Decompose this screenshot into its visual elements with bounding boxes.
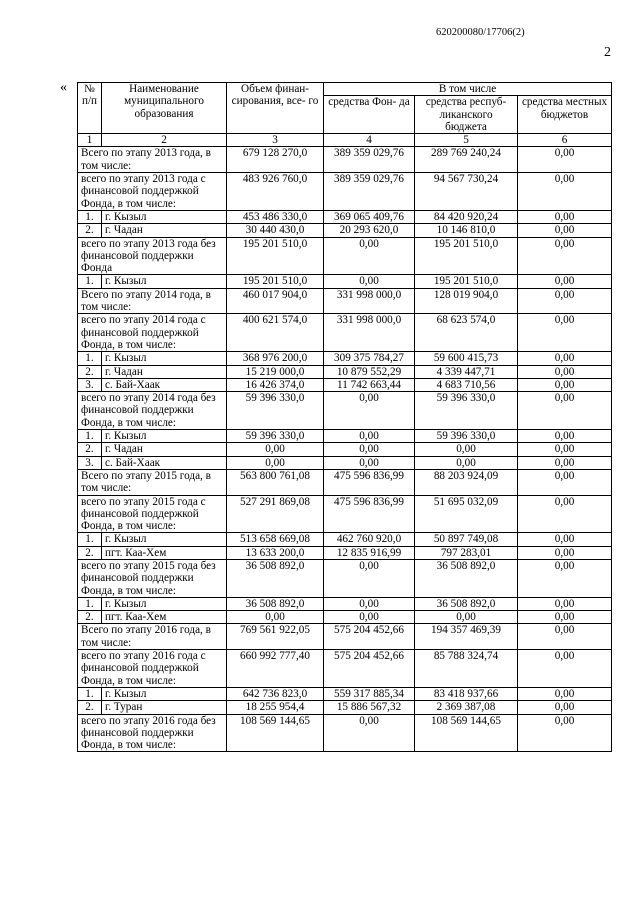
row-republic: 289 769 240,24	[415, 147, 518, 173]
row-fund: 0,00	[324, 237, 415, 275]
row-fund: 0,00	[324, 714, 415, 752]
row-local: 0,00	[518, 288, 612, 314]
row-fund: 559 317 885,34	[324, 687, 415, 700]
row-republic: 195 201 510,0	[415, 237, 518, 275]
row-local: 0,00	[518, 275, 612, 288]
row-name: г. Кызыл	[102, 430, 227, 443]
row-local: 0,00	[518, 469, 612, 495]
row-name: г. Кызыл	[102, 275, 227, 288]
index-cell: 6	[518, 134, 612, 147]
row-republic: 4 683 710,56	[415, 378, 518, 391]
row-local: 0,00	[518, 611, 612, 624]
row-total: 30 440 430,0	[227, 224, 324, 237]
row-republic: 85 788 324,74	[415, 650, 518, 688]
row-name: всего по этапу 2015 года без финансовой поддержки Фонда, в том числе:	[78, 559, 227, 597]
header-including: В том числе	[324, 83, 612, 96]
table-row	[78, 624, 612, 650]
row-fund: 15 886 567,32	[324, 701, 415, 714]
row-local: 0,00	[518, 210, 612, 223]
row-name: Всего по этапу 2014 года, в том числе:	[78, 288, 227, 314]
row-republic: 4 339 447,71	[415, 365, 518, 378]
row-fund: 575 204 452,66	[324, 624, 415, 650]
table-row	[78, 173, 612, 211]
row-total: 0,00	[227, 456, 324, 469]
row-republic: 84 420 920,24	[415, 210, 518, 223]
table-row	[78, 224, 612, 237]
row-total: 460 017 904,0	[227, 288, 324, 314]
row-total: 642 736 823,0	[227, 687, 324, 700]
opening-quote-mark: «	[60, 80, 67, 95]
table-row	[78, 559, 612, 597]
row-republic: 83 418 937,66	[415, 687, 518, 700]
table-row	[78, 237, 612, 275]
row-local: 0,00	[518, 237, 612, 275]
table-row	[78, 147, 612, 173]
row-name: пгт. Каа-Хем	[102, 546, 227, 559]
row-fund: 309 375 784,27	[324, 352, 415, 365]
row-name: г. Туран	[102, 701, 227, 714]
row-total: 400 621 574,0	[227, 314, 324, 352]
row-name: г. Кызыл	[102, 533, 227, 546]
row-fund: 575 204 452,66	[324, 650, 415, 688]
row-local: 0,00	[518, 224, 612, 237]
row-local: 0,00	[518, 365, 612, 378]
row-total: 15 219 000,0	[227, 365, 324, 378]
table-row	[78, 701, 612, 714]
row-republic: 2 369 387,08	[415, 701, 518, 714]
header-fund: средства Фон- да	[324, 96, 415, 134]
row-republic: 36 508 892,0	[415, 559, 518, 597]
row-number: 2.	[78, 365, 102, 378]
row-number: 2.	[78, 611, 102, 624]
row-fund: 12 835 916,99	[324, 546, 415, 559]
index-cell: 2	[102, 134, 227, 147]
table-row	[78, 546, 612, 559]
row-total: 59 396 330,0	[227, 392, 324, 430]
row-republic: 194 357 469,39	[415, 624, 518, 650]
row-total: 368 976 200,0	[227, 352, 324, 365]
row-local: 0,00	[518, 352, 612, 365]
row-republic: 59 396 330,0	[415, 430, 518, 443]
row-local: 0,00	[518, 533, 612, 546]
row-republic: 36 508 892,0	[415, 597, 518, 610]
row-name: с. Бай-Хаак	[102, 378, 227, 391]
index-cell: 3	[227, 134, 324, 147]
table-row	[78, 443, 612, 456]
row-local: 0,00	[518, 687, 612, 700]
row-local: 0,00	[518, 701, 612, 714]
row-local: 0,00	[518, 392, 612, 430]
row-name: Всего по этапу 2013 года, в том числе:	[78, 147, 227, 173]
table-row	[78, 533, 612, 546]
table-row	[78, 352, 612, 365]
row-number: 3.	[78, 456, 102, 469]
row-total: 59 396 330,0	[227, 430, 324, 443]
row-fund: 11 742 663,44	[324, 378, 415, 391]
row-republic: 10 146 810,0	[415, 224, 518, 237]
row-local: 0,00	[518, 456, 612, 469]
row-name: г. Чадан	[102, 224, 227, 237]
row-republic: 797 283,01	[415, 546, 518, 559]
row-number: 1.	[78, 430, 102, 443]
row-republic: 0,00	[415, 456, 518, 469]
header-num: № п/п	[78, 83, 102, 134]
row-total: 0,00	[227, 443, 324, 456]
row-republic: 51 695 032,09	[415, 495, 518, 533]
row-local: 0,00	[518, 430, 612, 443]
row-local: 0,00	[518, 559, 612, 597]
header-republic-budget: средства респуб- ликанского бюджета	[415, 96, 518, 134]
row-local: 0,00	[518, 173, 612, 211]
row-name: пгт. Каа-Хем	[102, 611, 227, 624]
row-local: 0,00	[518, 147, 612, 173]
row-local: 0,00	[518, 378, 612, 391]
row-name: г. Кызыл	[102, 352, 227, 365]
index-cell: 4	[324, 134, 415, 147]
row-fund: 0,00	[324, 597, 415, 610]
row-name: г. Кызыл	[102, 687, 227, 700]
table-row	[78, 365, 612, 378]
row-name: всего по этапу 2013 года без финансовой поддержки Фонда	[78, 237, 227, 275]
page-number: 2	[604, 45, 611, 60]
row-republic: 88 203 924,09	[415, 469, 518, 495]
table-row	[78, 597, 612, 610]
row-name: всего по этапу 2014 года с финансовой поддержкой Фонда, в том числе:	[78, 314, 227, 352]
row-republic: 68 623 574,0	[415, 314, 518, 352]
row-republic: 195 201 510,0	[415, 275, 518, 288]
row-local: 0,00	[518, 443, 612, 456]
row-total: 769 561 922,05	[227, 624, 324, 650]
row-name: всего по этапу 2016 года без финансовой поддержки Фонда, в том числе:	[78, 714, 227, 752]
row-total: 527 291 869,08	[227, 495, 324, 533]
row-fund: 462 760 920,0	[324, 533, 415, 546]
row-name: г. Чадан	[102, 365, 227, 378]
row-total: 36 508 892,0	[227, 597, 324, 610]
row-name: всего по этапу 2016 года с финансовой поддержкой Фонда, в том числе:	[78, 650, 227, 688]
row-fund: 0,00	[324, 443, 415, 456]
row-republic: 94 567 730,24	[415, 173, 518, 211]
header-volume: Объем финан- сирования, все- го	[227, 83, 324, 134]
row-total: 16 426 374,0	[227, 378, 324, 391]
row-number: 2.	[78, 701, 102, 714]
row-name: с. Бай-Хаак	[102, 456, 227, 469]
row-total: 660 992 777,40	[227, 650, 324, 688]
document-code: 620200080/17706(2)	[436, 27, 525, 38]
table-row	[78, 687, 612, 700]
table-row	[78, 378, 612, 391]
row-republic: 0,00	[415, 611, 518, 624]
row-republic: 50 897 749,08	[415, 533, 518, 546]
table-row	[78, 714, 612, 752]
row-number: 1.	[78, 597, 102, 610]
row-republic: 0,00	[415, 443, 518, 456]
row-total: 679 128 270,0	[227, 147, 324, 173]
row-total: 13 633 200,0	[227, 546, 324, 559]
row-total: 36 508 892,0	[227, 559, 324, 597]
row-name: г. Чадан	[102, 443, 227, 456]
row-fund: 0,00	[324, 430, 415, 443]
row-number: 1.	[78, 687, 102, 700]
index-cell: 5	[415, 134, 518, 147]
row-total: 18 255 954,4	[227, 701, 324, 714]
table-row	[78, 275, 612, 288]
row-number: 2.	[78, 224, 102, 237]
row-local: 0,00	[518, 650, 612, 688]
row-number: 1.	[78, 275, 102, 288]
row-republic: 59 396 330,0	[415, 392, 518, 430]
row-local: 0,00	[518, 495, 612, 533]
row-number: 1.	[78, 210, 102, 223]
row-name: всего по этапу 2015 года с финансовой поддержкой Фонда, в том числе:	[78, 495, 227, 533]
row-number: 1.	[78, 533, 102, 546]
row-name: всего по этапу 2013 года с финансовой поддержкой Фонда, в том числе:	[78, 173, 227, 211]
row-fund: 331 998 000,0	[324, 314, 415, 352]
row-name: г. Кызыл	[102, 210, 227, 223]
row-local: 0,00	[518, 714, 612, 752]
table-row	[78, 430, 612, 443]
header-local-budgets: средства местных бюджетов	[518, 96, 612, 134]
row-fund: 0,00	[324, 559, 415, 597]
row-name: г. Кызыл	[102, 597, 227, 610]
row-republic: 59 600 415,73	[415, 352, 518, 365]
row-number: 2.	[78, 546, 102, 559]
row-local: 0,00	[518, 624, 612, 650]
table-row	[78, 456, 612, 469]
row-number: 1.	[78, 352, 102, 365]
row-number: 2.	[78, 443, 102, 456]
table-body	[78, 147, 612, 752]
row-total: 195 201 510,0	[227, 275, 324, 288]
table-row	[78, 210, 612, 223]
row-name: Всего по этапу 2015 года, в том числе:	[78, 469, 227, 495]
row-total: 453 486 330,0	[227, 210, 324, 223]
table-row	[78, 495, 612, 533]
table-row	[78, 314, 612, 352]
table-row	[78, 288, 612, 314]
row-total: 483 926 760,0	[227, 173, 324, 211]
row-fund: 369 065 409,76	[324, 210, 415, 223]
row-local: 0,00	[518, 546, 612, 559]
row-number: 3.	[78, 378, 102, 391]
row-fund: 389 359 029,76	[324, 173, 415, 211]
row-total: 563 800 761,08	[227, 469, 324, 495]
index-cell: 1	[78, 134, 102, 147]
row-fund: 0,00	[324, 392, 415, 430]
header-municipality: Наименование муниципального образования	[102, 83, 227, 134]
row-local: 0,00	[518, 314, 612, 352]
row-total: 0,00	[227, 611, 324, 624]
row-fund: 475 596 836,99	[324, 469, 415, 495]
row-fund: 389 359 029,76	[324, 147, 415, 173]
table-row	[78, 611, 612, 624]
table-row	[78, 392, 612, 430]
row-fund: 0,00	[324, 456, 415, 469]
row-total: 513 658 669,08	[227, 533, 324, 546]
row-fund: 0,00	[324, 611, 415, 624]
row-fund: 475 596 836,99	[324, 495, 415, 533]
row-fund: 0,00	[324, 275, 415, 288]
row-name: всего по этапу 2014 года без финансовой поддержки Фонда, в том числе:	[78, 392, 227, 430]
row-republic: 108 569 144,65	[415, 714, 518, 752]
row-name: Всего по этапу 2016 года, в том числе:	[78, 624, 227, 650]
row-local: 0,00	[518, 597, 612, 610]
row-total: 108 569 144,65	[227, 714, 324, 752]
row-fund: 10 879 552,29	[324, 365, 415, 378]
row-republic: 128 019 904,0	[415, 288, 518, 314]
table-row	[78, 469, 612, 495]
row-fund: 331 998 000,0	[324, 288, 415, 314]
financing-table	[77, 82, 612, 752]
table-row	[78, 650, 612, 688]
row-total: 195 201 510,0	[227, 237, 324, 275]
row-fund: 20 293 620,0	[324, 224, 415, 237]
